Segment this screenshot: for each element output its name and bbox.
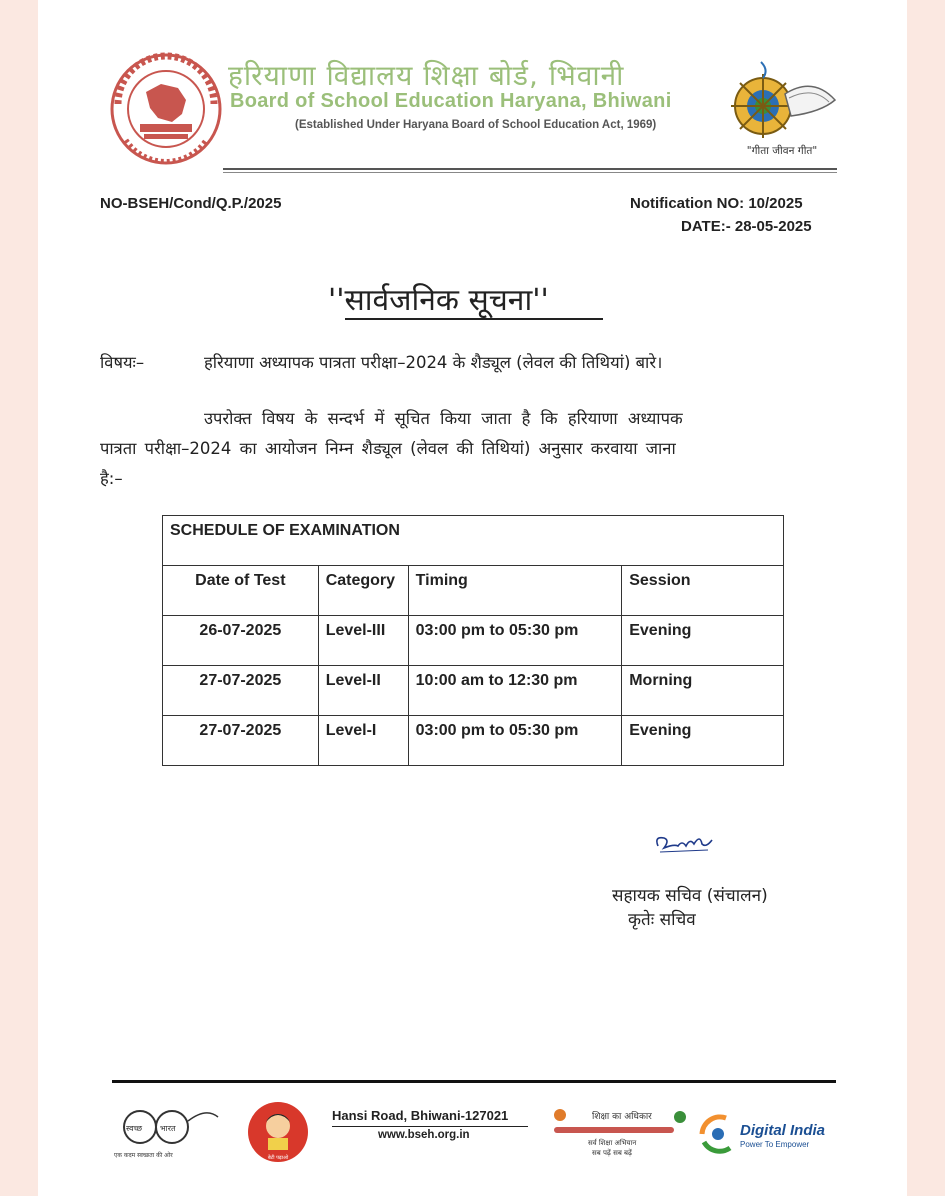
table-row [163, 716, 784, 766]
subject-text: हरियाणा अध्यापक पात्रता परीक्षा–2024 के शैड्यूल (लेवल की तिथियां) बारे। [204, 353, 663, 372]
notice-title: ''सार्वजनिक सूचना'' [328, 283, 549, 318]
cell-timing: 03:00 pm to 05:30 pm [408, 716, 622, 766]
schedule-table [162, 515, 784, 766]
sarva-shiksha-logo [548, 1103, 693, 1161]
title-underline [345, 318, 603, 320]
cell-date: 27-07-2025 [163, 716, 319, 766]
schedule-title-row [163, 516, 784, 566]
table-row [163, 666, 784, 716]
header-date: Date of Test [163, 566, 319, 616]
header-divider [223, 168, 837, 170]
cell-category: Level-II [318, 666, 408, 716]
footer-address: Hansi Road, Bhiwani-127021 [332, 1108, 509, 1123]
schedule-title: SCHEDULE OF EXAMINATION [163, 516, 784, 566]
body-line-2: पात्रता परीक्षा–2024 का आयोजन निम्न शैड्यूल (लेवल की तिथियां) अनुसार करवाया जाना [100, 439, 676, 458]
board-title-english: Board of School Education Haryana, Bhiwani [230, 90, 672, 112]
cell-session: Morning [622, 666, 784, 716]
notice-page [38, 0, 907, 1196]
reference-number: NO-BSEH/Cond/Q.P./2025 [100, 195, 282, 212]
header-timing: Timing [408, 566, 622, 616]
motto-text: "गीता जीवन गीत" [746, 145, 818, 157]
subject-label: विषयः– [100, 353, 145, 372]
body-line-1: उपरोक्त विषय के सन्दर्भ में सूचित किया जाता है कि हरियाणा अध्यापक [204, 409, 683, 428]
body-line-3: है:– [100, 469, 123, 488]
svg-text:Digital India: Digital India [740, 1122, 826, 1139]
gita-emblem-logo [723, 56, 843, 151]
notification-number: Notification NO: 10/2025 [630, 195, 803, 212]
swachh-bharat-logo [110, 1103, 220, 1163]
address-underline [332, 1126, 528, 1127]
cell-session: Evening [622, 616, 784, 666]
svg-text:सब पढ़ें सब बढ़ें: सब पढ़ें सब बढ़ें [592, 1149, 632, 1157]
cell-session: Evening [622, 716, 784, 766]
footer-divider [112, 1080, 836, 1083]
header-category: Category [318, 566, 408, 616]
table-row [163, 616, 784, 666]
cell-date: 26-07-2025 [163, 616, 319, 666]
signatory-designation: सहायक सचिव (संचालन) [612, 886, 768, 906]
cell-timing: 10:00 am to 12:30 pm [408, 666, 622, 716]
header-session: Session [622, 566, 784, 616]
svg-text:भारत: भारत [160, 1124, 176, 1133]
svg-text:Power To Empower: Power To Empower [740, 1140, 810, 1149]
notification-date: DATE:- 28-05-2025 [681, 218, 812, 235]
schedule-header-row [163, 566, 784, 616]
cell-category: Level-I [318, 716, 408, 766]
board-established-note: (Established Under Haryana Board of School Education Act, 1969) [295, 119, 657, 131]
signature-mark [650, 826, 720, 858]
cell-date: 27-07-2025 [163, 666, 319, 716]
signatory-on-behalf: कृतेः सचिव [628, 910, 696, 930]
digital-india-logo [696, 1108, 836, 1158]
svg-text:सर्व शिक्षा अभियान: सर्व शिक्षा अभियान [588, 1139, 637, 1147]
footer-website: www.bseh.org.in [378, 1129, 470, 1141]
svg-text:शिक्षा का अधिकार: शिक्षा का अधिकार [592, 1112, 652, 1122]
svg-text:एक कदम स्वच्छता की ओर: एक कदम स्वच्छता की ओर [114, 1152, 173, 1159]
svg-text:बेटी पढ़ाओ: बेटी पढ़ाओ [267, 1155, 289, 1161]
beti-padhao-logo [246, 1100, 310, 1164]
cell-timing: 03:00 pm to 05:30 pm [408, 616, 622, 666]
svg-text:स्वच्छ: स्वच्छ [126, 1124, 143, 1133]
board-title-hindi: हरियाणा विद्यालय शिक्षा बोर्ड, भिवानी [228, 59, 625, 92]
header-divider-thin [223, 172, 837, 173]
bseh-seal-logo [106, 52, 226, 167]
cell-category: Level-III [318, 616, 408, 666]
